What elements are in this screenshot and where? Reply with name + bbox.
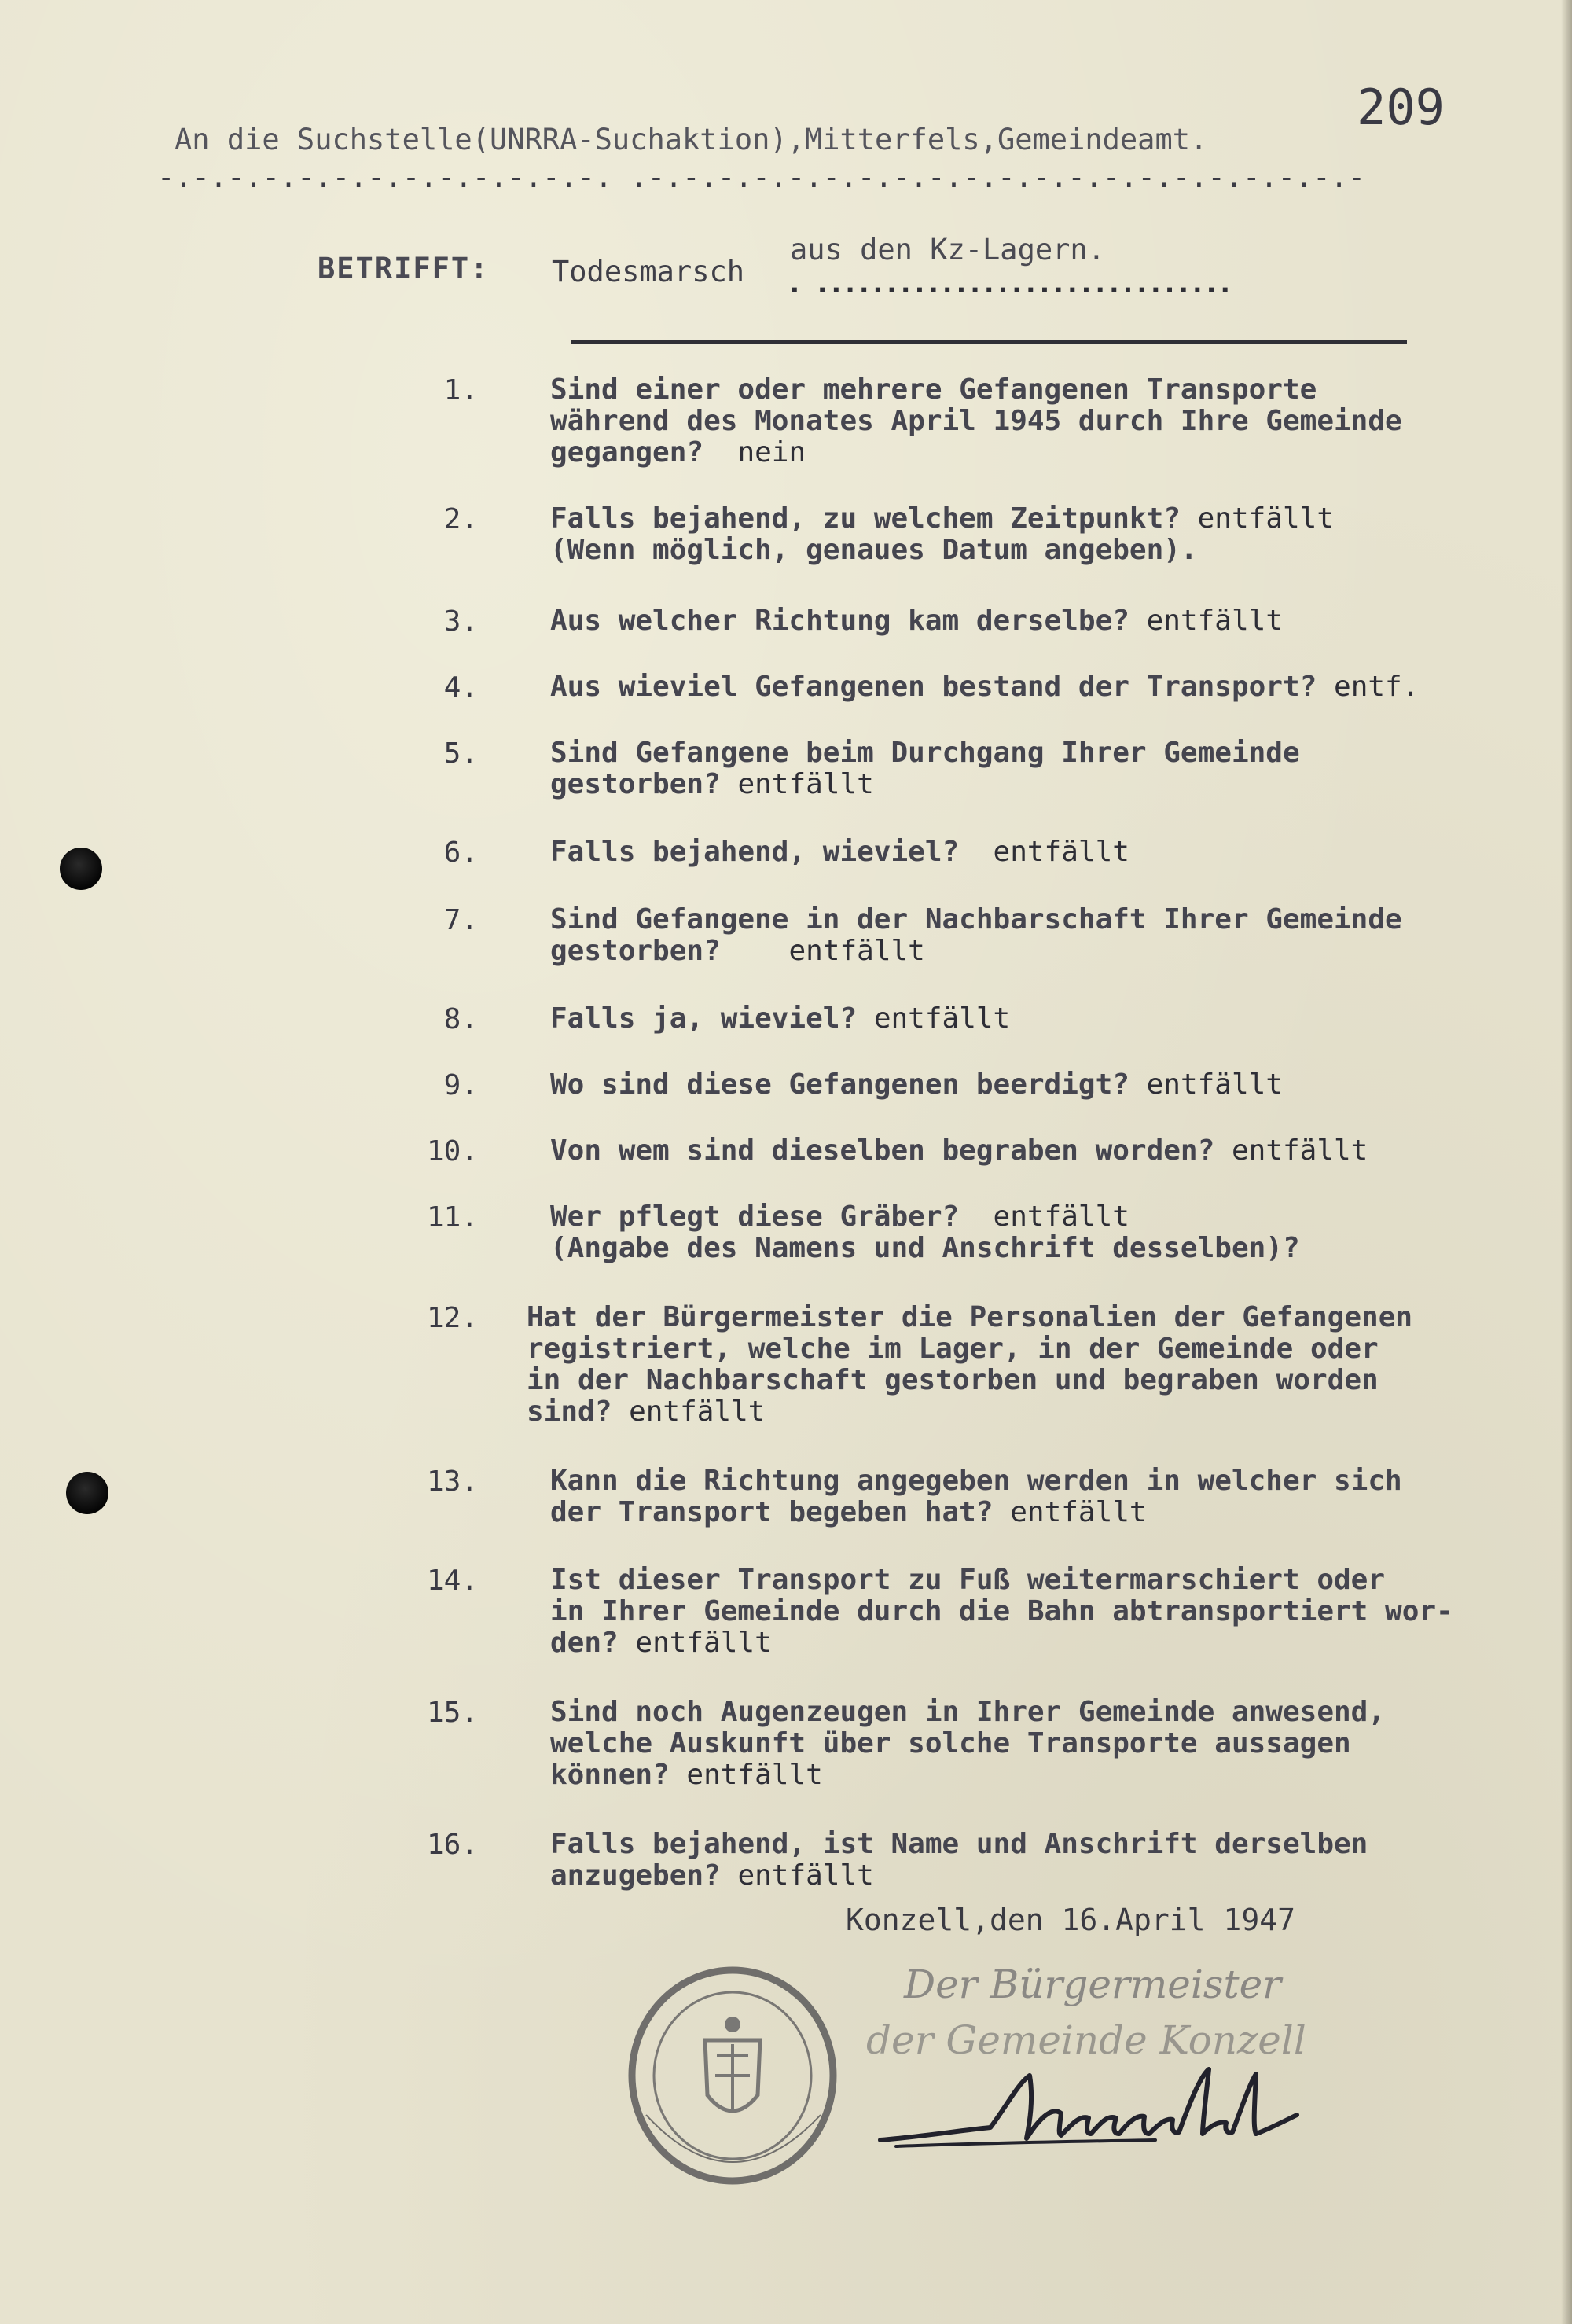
question-number: 14. [426, 1565, 478, 1597]
question-number: 1. [443, 374, 478, 406]
question-text: Sind einer oder mehrere Gefangenen Transporte während des Monates April 1945 durch Ihre Gemeinde gegangen? nein [550, 373, 1402, 469]
question-number: 8. [443, 1003, 478, 1035]
question-number: 13. [426, 1465, 478, 1498]
question-text: Sind Gefangene in der Nachbarschaft Ihrer Gemeinde gestorben? entfällt [550, 903, 1402, 967]
question-answer: entfällt [737, 768, 874, 800]
signature [872, 2052, 1328, 2162]
dash-divider: -.-.-.-.-.-.-.-.-.-.-.-.-. .-.-.-.-.-.-.-.-.-.-.-.-.-.-.-.-.-.-.-.-.- [157, 160, 1366, 194]
stamp-title: Der Bürgermeister [904, 1962, 1282, 2007]
question-answer: entf. [1334, 671, 1420, 703]
question-number: 9. [443, 1069, 478, 1101]
question-answer: entfällt [686, 1759, 823, 1791]
question-answer: entfällt [788, 935, 925, 967]
seal-stamp [615, 1958, 850, 2193]
question-text: Hat der Bürgermeister die Personalien der Gefangenen registriert, welche im Lager, in der Gemeinde oder in der Nachbarschaft gestorben und begraben worden sind? entfällt [527, 1301, 1413, 1428]
question-answer: entfällt [737, 1859, 874, 1892]
question-answer: entfällt [1010, 1496, 1147, 1528]
question-number: 7. [443, 904, 478, 936]
question-answer: entfällt [629, 1396, 766, 1428]
question-text: Ist dieser Transport zu Fuß weitermarschiert oder in Ihrer Gemeinde durch die Bahn abtransportiert wor- den? entfällt [550, 1564, 1453, 1659]
question-text: Falls bejahend, zu welchem Zeitpunkt? entfällt (Wenn möglich, genaues Datum angeben). [550, 502, 1335, 566]
question-answer: entfällt [993, 1201, 1129, 1233]
question-answer: entfällt [873, 1002, 1011, 1035]
question-note: (Wenn möglich, genaues Datum angeben). [550, 534, 1198, 566]
question-note: (Angabe des Namens und Anschrift desselben)? [550, 1232, 1300, 1264]
question-text: Wer pflegt diese Gräber? entfällt (Angabe des Namens und Anschrift desselben)? [550, 1201, 1300, 1264]
punch-hole-bottom [66, 1472, 108, 1514]
question-number: 2. [443, 503, 478, 535]
subject-dot-leader: . .............................. [786, 267, 1231, 300]
question-answer: entfällt [993, 836, 1129, 868]
subject-underline [571, 340, 1407, 344]
question-number: 11. [426, 1201, 478, 1234]
subject-value: Todesmarsch [552, 255, 745, 289]
question-text: Aus welcher Richtung kam derselbe? entfällt [550, 605, 1283, 637]
question-number: 3. [443, 605, 478, 638]
question-number: 10. [426, 1135, 478, 1168]
stamp-subtitle: der Gemeinde Konzell [866, 2017, 1306, 2063]
question-answer: entfällt [1231, 1134, 1368, 1167]
address-line: An die Suchstelle(UNRRA-Suchaktion),Mitterfels,Gemeindeamt. [174, 123, 1208, 156]
question-text: Falls bejahend, wieviel? entfällt [550, 836, 1129, 868]
question-number: 6. [443, 837, 478, 869]
question-text: Von wem sind dieselben begraben worden? entfällt [550, 1134, 1368, 1167]
punch-hole-top [60, 848, 102, 890]
question-answer: entfällt [1146, 605, 1283, 637]
question-text: Wo sind diese Gefangenen beerdigt? entfällt [550, 1068, 1283, 1101]
question-text: Falls ja, wieviel? entfällt [550, 1002, 1011, 1035]
question-number: 5. [443, 737, 478, 770]
place-date: Konzell,den 16.April 1947 [846, 1903, 1295, 1937]
question-text: Sind Gefangene beim Durchgang Ihrer Gemeinde gestorben? entfällt [550, 737, 1300, 800]
question-number: 15. [426, 1697, 478, 1729]
subject-label: BETRIFFT: [318, 252, 490, 285]
question-text: Kann die Richtung angegeben werden in welcher sich der Transport begeben hat? entfällt [550, 1465, 1402, 1528]
question-text: Sind noch Augenzeugen in Ihrer Gemeinde anwesend, welche Auskunft über solche Transporte aussagen können? entfällt [550, 1696, 1386, 1791]
question-answer: nein [737, 436, 806, 469]
page-number: 209 [1357, 79, 1445, 136]
question-text: Falls bejahend, ist Name und Anschrift derselben anzugeben? entfällt [550, 1828, 1368, 1892]
question-answer: entfällt [635, 1627, 772, 1659]
question-answer: entfällt [1146, 1068, 1283, 1101]
question-answer: entfällt [1197, 502, 1335, 535]
question-number: 16. [426, 1829, 478, 1861]
question-number: 4. [443, 671, 478, 704]
question-number: 12. [426, 1302, 478, 1334]
subject-extra: aus den Kz-Lagern. [790, 233, 1105, 267]
question-text: Aus wieviel Gefangenen bestand der Transport? entf. [550, 671, 1420, 703]
